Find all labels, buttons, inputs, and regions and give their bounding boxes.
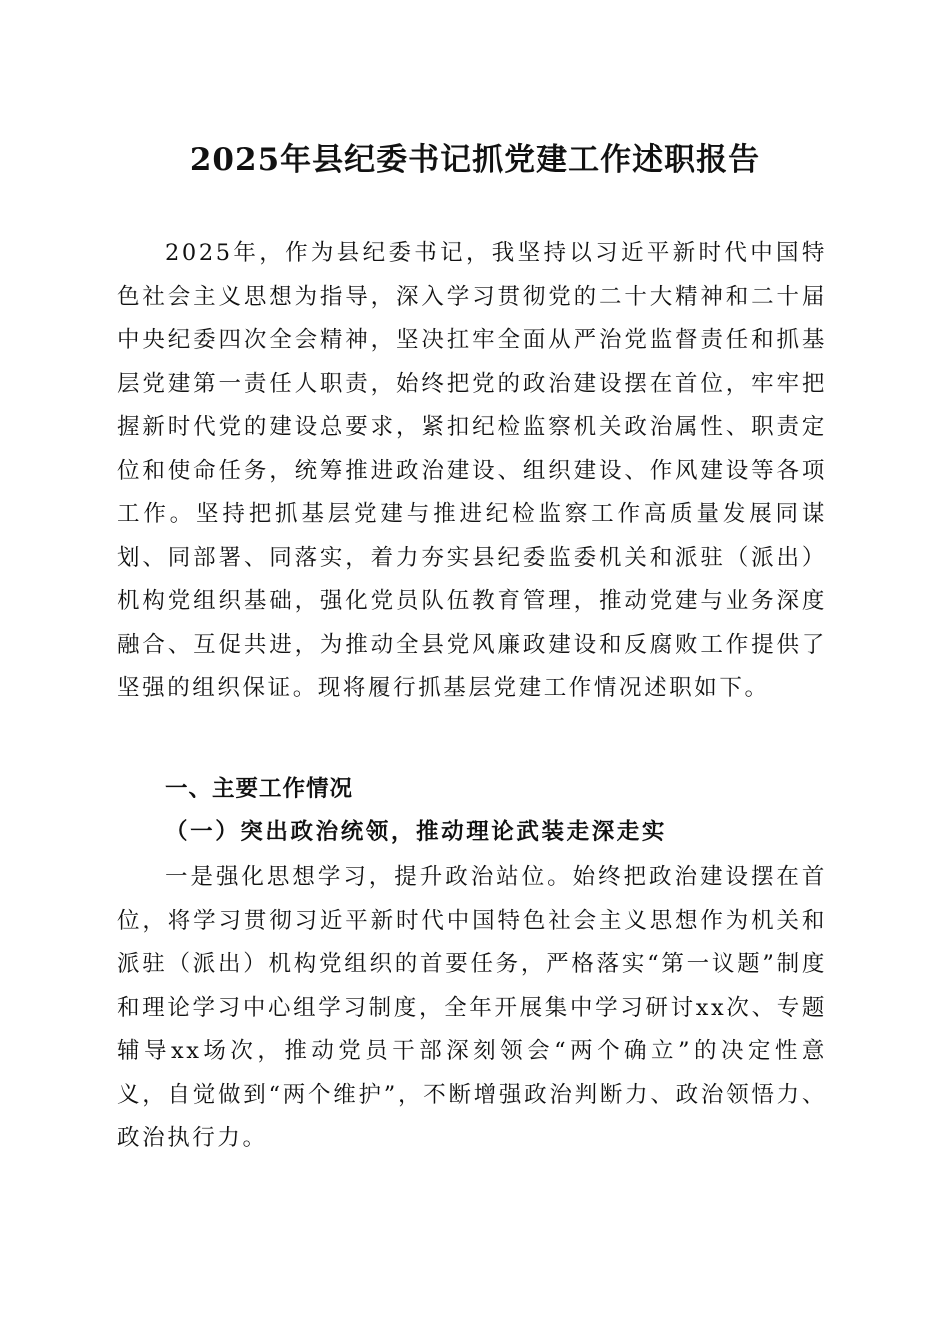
document-title: 2025年县纪委书记抓党建工作述职报告 bbox=[189, 142, 761, 178]
intro-paragraph: 2025年，作为县纪委书记，我坚持以习近平新时代中国特色社会主义思想为指导，深入学习贯彻党的二十大精神和二十届中央纪委四次全会精神，坚决扛牢全面从严治党监督责任和抓基层党建第一责任人职责，始终把党的政治建设摆在首位，牢牢把握新时代党的建设总要求，紧扣纪检监察机关政治属性、职责定位和使命任务，统筹推进政治建设、组织建设、作风建设等各项工作。坚持把抓基层党建与推进纪检监察工作高质量发展同谋划、同部署、同落实，着力夯实县纪委监委机关和派驻（派出）机构党组织基础，强化党员队伍教育管理，推动党建与业务深度融合、互促共进，为推动全县党风廉政建设和反腐败工作提供了坚强的组织保证。现将履行抓基层党建工作情况述职如下。 bbox=[117, 240, 827, 701]
subsection-heading: （一）突出政治统领，推动理论武装走深走实 bbox=[165, 819, 668, 845]
subsection-paragraph: 一是强化思想学习，提升政治站位。始终把政治建设摆在首位，将学习贯彻习近平新时代中国特色社会主义思想作为机关和派驻（派出）机构党组织的首要任务，严格落实“第一议题”制度和理论学习中心组学习制度，全年开展集中学习研讨xx次、专题辅导xx场次，推动党员干部深刻领会“两个确立”的决定性意义，自觉做到“两个维护”，不断增强政治判断力、政治领悟力、政治执行力。 bbox=[117, 864, 827, 1151]
section-heading: 一、主要工作情况 bbox=[165, 776, 354, 802]
